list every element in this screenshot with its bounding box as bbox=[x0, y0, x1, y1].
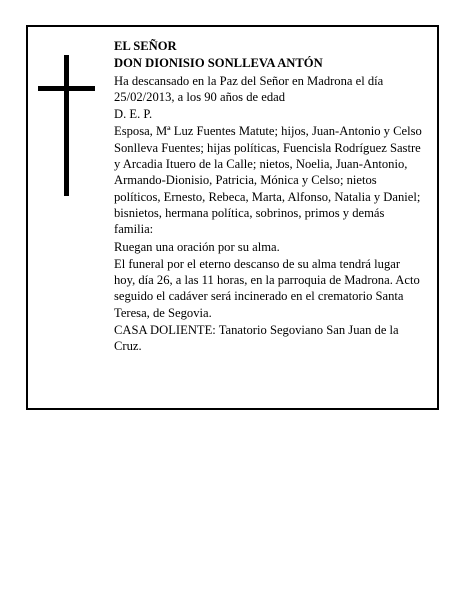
paragraph-prayer: Ruegan una oración por su alma. bbox=[114, 239, 280, 254]
paragraph-funeral: El funeral por el eterno descanso de su alma tendrá lugar hoy, día 26, a las 11 horas, en la parroquia de Madrona. Acto seguido el cadáver será incinerado en el crematorio Santa Teresa, de Segovia. bbox=[114, 256, 420, 320]
paragraph-rip: D. E. P. bbox=[114, 107, 153, 122]
title-line-1: EL SEÑOR bbox=[114, 39, 177, 53]
notice-text bbox=[114, 38, 424, 356]
cross-icon-bar bbox=[38, 86, 95, 91]
cross-icon bbox=[64, 55, 69, 196]
paragraph-family: Esposa, Mª Luz Fuentes Matute; hijos, Juan-Antonio y Celso Sonlleva Fuentes; hijas políticas, Fuencisla Rodríguez Sastre y Arcadia Ituero de la Calle; nietos, Noelia, Juan-Antonio, Armando-Dionisio, Patricia, Mónica y Celso; nietos políticos, Ernesto, Rebeca, Marta, Alfonso, Natalia y Daniel; bisnietos, hermana política, sobrinos, primos y demás familia: bbox=[114, 124, 422, 237]
paragraph-death: Ha descansado en la Paz del Señor en Madrona el día 25/02/2013, a los 90 años de edad bbox=[114, 73, 384, 104]
paragraph-house: CASA DOLIENTE: Tanatorio Segoviano San Juan de la Cruz. bbox=[114, 323, 399, 354]
title-line-2: DON DIONISIO SONLLEVA ANTÓN bbox=[114, 56, 323, 71]
